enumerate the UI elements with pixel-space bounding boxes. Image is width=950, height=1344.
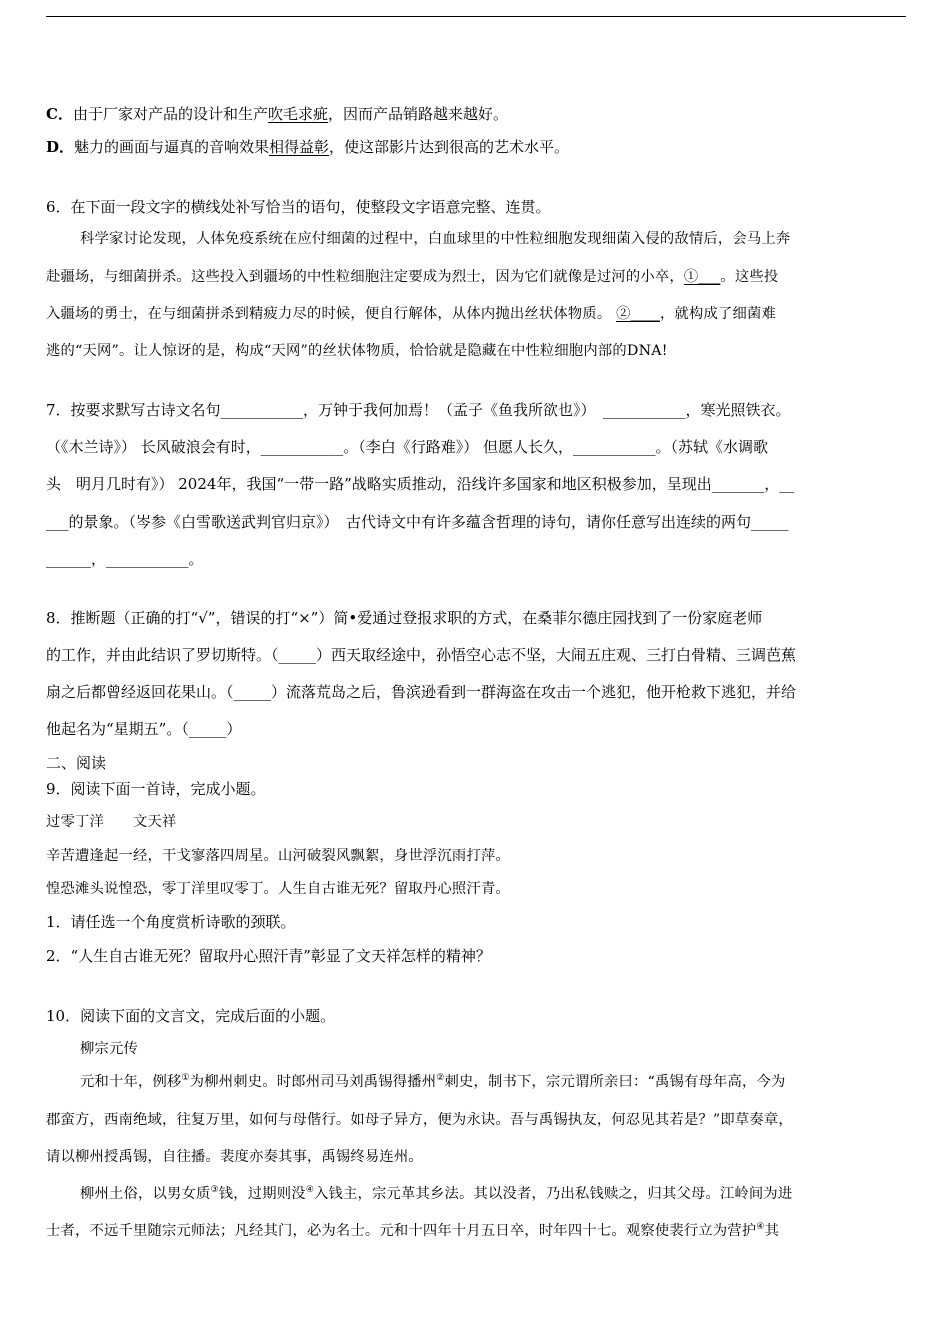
note-marker: ③ <box>210 1185 219 1196</box>
q7-line-3: 头 明月几时有》） 2024年，我国“一带一路”战略实质推动，沿线许多国家和地区积极参加，呈现出_______，__ <box>46 475 795 493</box>
section-heading-reading: 二、阅读 <box>46 754 107 772</box>
q6-blank-2: ②____ <box>616 306 661 322</box>
q9-subquestion-2: 2．“人生自古谁无死？留取丹心照汗青”彰显了文天祥怎样的精神？ <box>46 947 491 965</box>
q10-passage-line-3: 请以柳州授禹锡，自往播。裴度亦奏其事，禹锡终易连州。 <box>46 1149 423 1165</box>
q10-passage-line-1: 元和十年，例移①为柳州刺史。时郎州司马刘禹锡得播州②刺史，制书下，宗元谓所亲曰：“禹锡有母年高，今为 <box>80 1073 786 1090</box>
q9-poem-verse-2: 惶恐滩头说惶恐，零丁洋里叹零丁。人生自古谁无死？留取丹心照汗青。 <box>46 881 510 897</box>
q8-line-1: 8．推断题（正确的打“√”，错误的打“×”）简•爱通过登报求职的方式，在桑菲尔德庄园找到了一份家庭老师 <box>46 609 763 627</box>
q9-poem-verse-1: 辛苦遭逢起一经，干戈寥落四周星。山河破裂风飘絮，身世浮沉雨打萍。 <box>46 848 510 864</box>
note-marker: ④ <box>305 1185 315 1196</box>
q6-passage-line-2: 赴疆场，与细菌拼杀。这些投入到疆场的中性粒细胞注定要成为烈士，因为它们就像是过河的小卒，①___。这些投 <box>46 269 779 285</box>
q9-stem: 9．阅读下面一首诗，完成小题。 <box>46 780 266 798</box>
q10-passage-title: 柳宗元传 <box>80 1041 138 1057</box>
q7-line-4: ___的景象。（岑参《白雪歌送武判官归京》） 古代诗文中有许多蕴含哲理的诗句，请你任意写出连续的两句_____ <box>46 513 789 531</box>
q6-passage-line-3: 入疆场的勇士，在与细菌拼杀到精疲力尽的时候，便自行解体，从体内抛出丝状体物质。 ②____，就构成了细菌难 <box>46 306 776 322</box>
q8-line-4: 他起名为“星期五”。（_____） <box>46 720 242 738</box>
q8-line-2: 的工作，并由此结识了罗切斯特。（_____）西天取经途中，孙悟空心志不坚，大闹五庄观、三打白骨精、三调芭蕉 <box>46 646 797 664</box>
q6-passage-line-1: 科学家讨论发现，人体免疫系统在应付细菌的过程中，白血球里的中性粒细胞发现细菌入侵的敌情后，会马上奔 <box>80 231 791 247</box>
q6-blank-1: ①___ <box>683 269 721 285</box>
header-rule <box>46 16 906 17</box>
q10-passage-line-5: 士者，不远千里随宗元师法；凡经其门，必为名士。元和十四年十月五日卒，时年四十七。观察使裴行立为营护④其 <box>46 1222 780 1239</box>
q10-passage-line-2: 郡蛮方，西南绝域，往复万里，如何与母偕行。如母子异方，便为永诀。吾与禹锡执友，何忍见其若是？”即草奏章， <box>46 1112 793 1128</box>
note-marker: ② <box>436 1073 445 1084</box>
q10-passage-line-4: 柳州土俗，以男女质③钱，过期则没④入钱主，宗元革其乡法。其以没者，乃出私钱赎之，归其父母。江岭间为进 <box>80 1185 793 1202</box>
q7-line-5: ______，___________。 <box>46 550 204 568</box>
note-marker: ④ <box>756 1222 765 1233</box>
note-marker: ① <box>181 1073 190 1084</box>
q6-stem: 6．在下面一段文字的横线处补写恰当的语句，使整段文字语意完整、连贯。 <box>46 198 551 216</box>
q5-option-c: C．由于厂家对产品的设计和生产吹毛求疵，因而产品销路越来越好。 <box>46 105 508 123</box>
q6-passage-line-4: 逃的“天网”。让人惊讶的是，构成“天网”的丝状体物质，恰恰就是隐藏在中性粒细胞内部的DNA! <box>46 343 668 359</box>
q8-line-3: 扇之后都曾经返回花果山。（_____）流落荒岛之后，鲁滨逊看到一群海盗在攻击一个逃犯，他开枪救下逃犯，并给 <box>46 683 797 701</box>
q7-line-1: 7．按要求默写古诗文名句___________，万钟于我何加焉！（孟子《鱼我所欲也》） ___________，寒光照铁衣。 <box>46 401 791 419</box>
q5-option-d: D．魅力的画面与逼真的音响效果相得益彰，使这部影片达到很高的艺术水平。 <box>46 138 570 156</box>
q9-subquestion-1: 1．请任选一个角度赏析诗歌的颈联。 <box>46 913 296 931</box>
q10-stem: 10．阅读下面的文言文，完成后面的小题。 <box>46 1007 336 1025</box>
q7-line-2: （《木兰诗》） 长风破浪会有时，___________。（李白《行路难》） 但愿人长久，___________。（苏轼《水调歌 <box>46 438 769 456</box>
q9-poem-title: 过零丁洋 文天祥 <box>46 814 177 830</box>
